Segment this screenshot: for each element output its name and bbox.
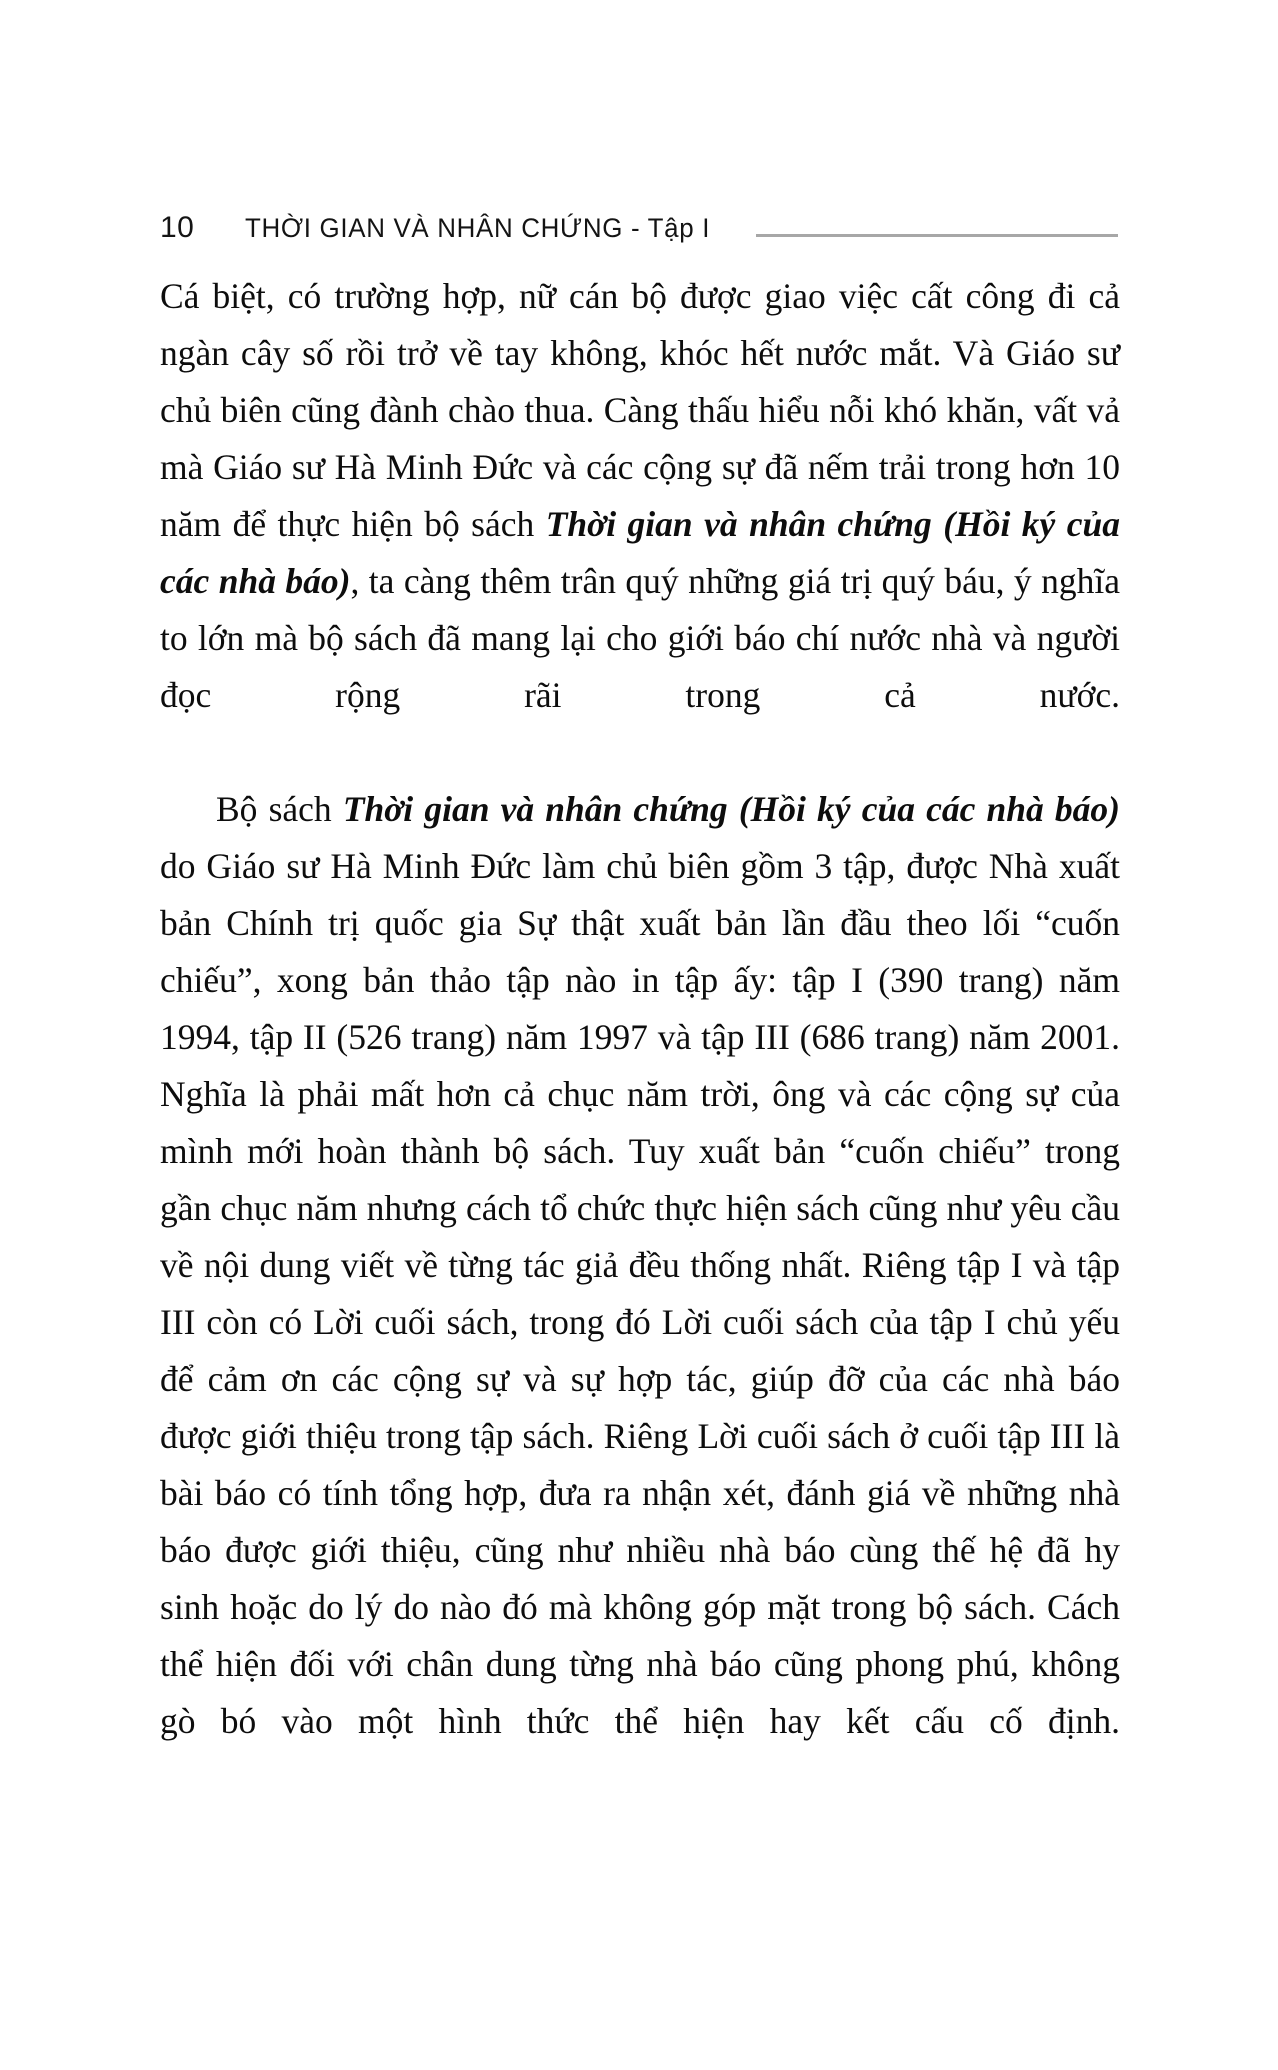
header-rule [756, 234, 1118, 237]
book-title: Thời gian và nhân chứng (Hồi ký của các nhà báo) [342, 789, 1120, 829]
paragraph: Cá biệt, có trường hợp, nữ cán bộ được giao việc cất công đi cả ngàn cây số rồi trở về tay không, khóc hết nước mắt. Và Giáo sư chủ biên cũng đành chào thua. Càng thấu hiểu nỗi khó khăn, vất vả mà Giáo sư Hà Minh Đức và các cộng sự đã nếm trải trong hơn 10 năm để thực hiện bộ sách Thời gian và nhân chứng (Hồi ký của các nhà báo), ta càng thêm trân quý những giá trị quý báu, ý nghĩa to lớn mà bộ sách đã mang lại cho giới báo chí nước nhà và người đọc rộng rãi trong cả nước. [160, 276, 1120, 715]
running-head [160, 206, 1118, 250]
paragraph: Bộ sách Thời gian và nhân chứng (Hồi ký của các nhà báo) do Giáo sư Hà Minh Đức làm chủ biên gồm 3 tập, được Nhà xuất bản Chính trị quốc gia Sự thật xuất bản lần đầu theo lối “cuốn chiếu”, xong bản thảo tập nào in tập ấy: tập I (390 trang) năm 1994, tập II (526 trang) năm 1997 và tập III (686 trang) năm 2001. Nghĩa là phải mất hơn cả chục năm trời, ông và các cộng sự của mình mới hoàn thành bộ sách. Tuy xuất bản “cuốn chiếu” trong gần chục năm nhưng cách tổ chức thực hiện sách cũng như yêu cầu về nội dung viết về từng tác giả đều thống nhất. Riêng tập I và tập III còn có Lời cuối sách, trong đó Lời cuối sách của tập I chủ yếu để cảm ơn các cộng sự và sự hợp tác, giúp đỡ của các nhà báo được giới thiệu trong tập sách. Riêng Lời cuối sách ở cuối tập III là bài báo có tính tổng hợp, đưa ra nhận xét, đánh giá về những nhà báo được giới thiệu, cũng như nhiều nhà báo cùng thế hệ đã hy sinh hoặc do lý do nào đó mà không góp mặt trong bộ sách. Cách thể hiện đối với chân dung từng nhà báo cũng phong phú, không gò bó vào một hình thức thể hiện hay kết cấu cố định. [160, 789, 1120, 1741]
book-title: Thời gian và nhân chứng (Hồi ký của các nhà báo) [160, 504, 1120, 601]
running-title: THỜI GIAN VÀ NHÂN CHỨNG - Tập I [245, 212, 711, 243]
body-text [160, 268, 1120, 1807]
page-number: 10 [160, 211, 195, 244]
